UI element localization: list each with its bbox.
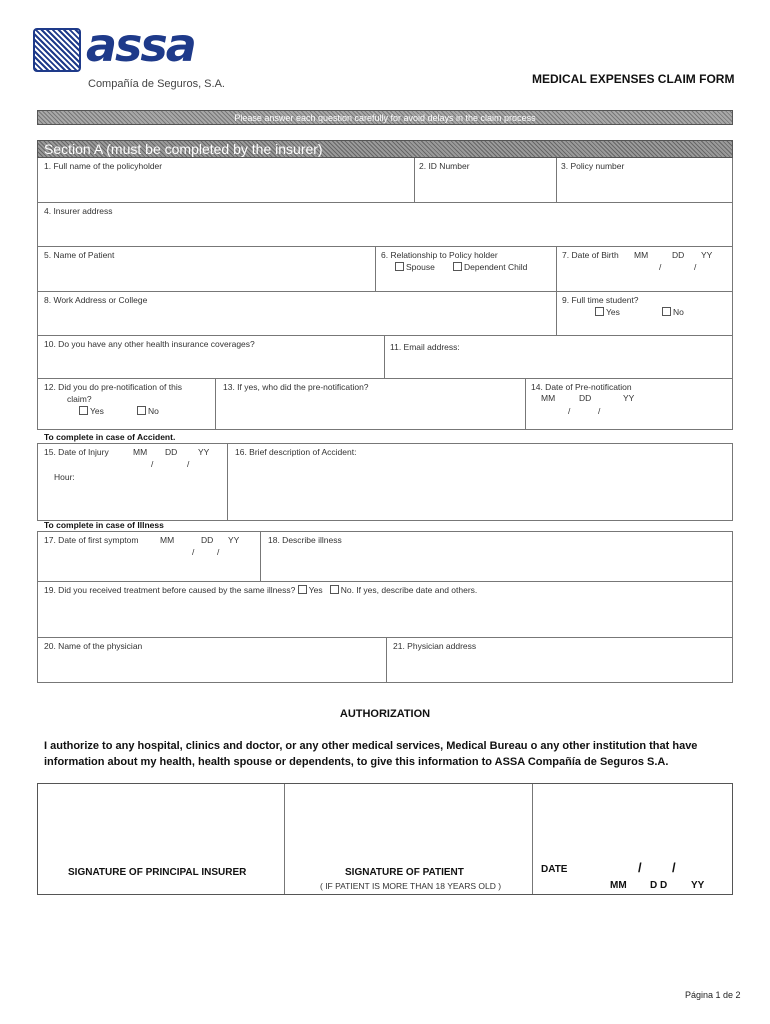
field-8-label: 8. Work Address or College [44,295,148,305]
symptom-slash-2: / [217,547,220,557]
field-17-label: 17. Date of first symptom [44,535,139,545]
instruction-banner: Please answer each question carefully for avoid delays in the claim process [37,110,733,125]
field-20-label: 20. Name of the physician [44,641,143,651]
principal-signature-label: SIGNATURE OF PRINCIPAL INSURER [68,867,247,878]
field-5-label: 5. Name of Patient [44,250,115,260]
section-a-title: Section A (must be completed by the insurer) [37,140,733,158]
prenotif-slash-2: / [598,406,601,416]
dependent-child-option[interactable]: Dependent Child [453,262,527,272]
prenotif-slash-1: / [568,406,571,416]
prenotif-yy: YY [623,393,635,403]
field-16-label: 16. Brief description of Accident: [235,447,357,457]
company-name: Compañía de Seguros, S.A. [88,78,225,90]
dob-slash-1: / [659,262,662,272]
prenotif-yes-option[interactable]: Yes [79,406,104,416]
dob-yy: YY [701,250,713,260]
hour-label: Hour: [54,472,75,482]
field-18-label: 18. Describe illness [268,535,342,545]
date-slash-2: / [672,860,676,875]
field-11-label: 11. Email address: [390,342,460,352]
dob-dd: DD [672,250,685,260]
checkbox-icon[interactable] [662,307,671,316]
field-10-label: 10. Do you have any other health insurance coverages? [44,339,255,349]
injury-yy: YY [198,447,210,457]
checkbox-icon[interactable] [595,307,604,316]
symptom-slash-1: / [192,547,195,557]
injury-slash-1: / [151,459,154,469]
lion-logo-icon [33,28,81,72]
field-15-label: 15. Date of Injury [44,447,109,457]
field-4-label: 4. Insurer address [44,206,113,216]
illness-heading: To complete in case of Illness [44,520,164,530]
treatment-yes-checkbox-icon[interactable] [298,585,307,594]
injury-slash-2: / [187,459,190,469]
treatment-no-checkbox-icon[interactable] [330,585,339,594]
row-other-insurance [37,336,733,379]
checkbox-icon[interactable] [137,406,146,415]
field-7-label: 7. Date of Birth [562,250,619,260]
authorization-title: AUTHORIZATION [339,708,431,720]
symptom-mm: MM [160,535,175,545]
row-policyholder [37,158,733,203]
student-yes-option[interactable]: Yes [595,307,620,317]
row-work-address [37,292,733,336]
date-label: DATE [541,864,568,875]
dob-slash-2: / [694,262,697,272]
field-2-label: 2. ID Number [419,161,470,171]
symptom-dd: DD [201,535,214,545]
date-dd: D D [650,880,668,891]
checkbox-icon[interactable] [395,262,404,271]
accident-heading: To complete in case of Accident. [44,432,176,442]
spouse-option[interactable]: Spouse [395,262,435,272]
row-previous-treatment [37,582,733,638]
authorization-text: I authorize to any hospital, clinics and doctor, or any other medical services, Medical Bureau o any other institution that have information about my health, health spouse or dependents, to give this information to ASSA Compañía de Seguros S.A. [44,740,698,768]
row-patient [37,247,733,292]
row-illness [37,531,733,582]
prenotif-dd: DD [579,393,592,403]
date-yy: YY [691,880,705,891]
checkbox-icon[interactable] [453,262,462,271]
patient-signature-note: ( IF PATIENT IS MORE THAN 18 YEARS OLD ) [320,881,502,891]
row-pre-notification [37,379,733,430]
checkbox-icon[interactable] [79,406,88,415]
field-1-label: 1. Full name of the policyholder [44,161,163,171]
row-insurer-address [37,203,733,247]
field-6-label: 6. Relationship to Policy holder [381,250,498,260]
field-13-label: 13. If yes, who did the pre-notification? [223,382,369,392]
field-9-label: 9. Full time student? [562,295,639,305]
row-physician [37,638,733,683]
field-3-label: 3. Policy number [561,161,625,171]
field-19-label: 19. Did you received treatment before caused by the same illness? Yes No. If yes, describe date and others. [44,585,478,595]
form-title: MEDICAL EXPENSES CLAIM FORM [532,72,735,86]
field-14-label: 14. Date of Pre-notification [531,382,632,392]
page-number: Página 1 de 2 [685,990,741,1000]
brand-logo: assa [86,18,195,72]
patient-signature-label: SIGNATURE OF PATIENT [345,867,464,878]
symptom-yy: YY [228,535,240,545]
prenotif-mm: MM [541,393,556,403]
signature-box [37,783,733,895]
field-12-label: 12. Did you do pre-notification of this [44,382,182,392]
field-12-label-cont: claim? [67,394,92,404]
date-mm: MM [610,880,627,891]
prenotif-no-option[interactable]: No [137,406,159,416]
date-slash-1: / [638,860,642,875]
dob-mm: MM [634,250,649,260]
row-accident [37,443,733,521]
student-no-option[interactable]: No [662,307,684,317]
injury-mm: MM [133,447,148,457]
field-21-label: 21. Physician address [393,641,477,651]
injury-dd: DD [165,447,178,457]
